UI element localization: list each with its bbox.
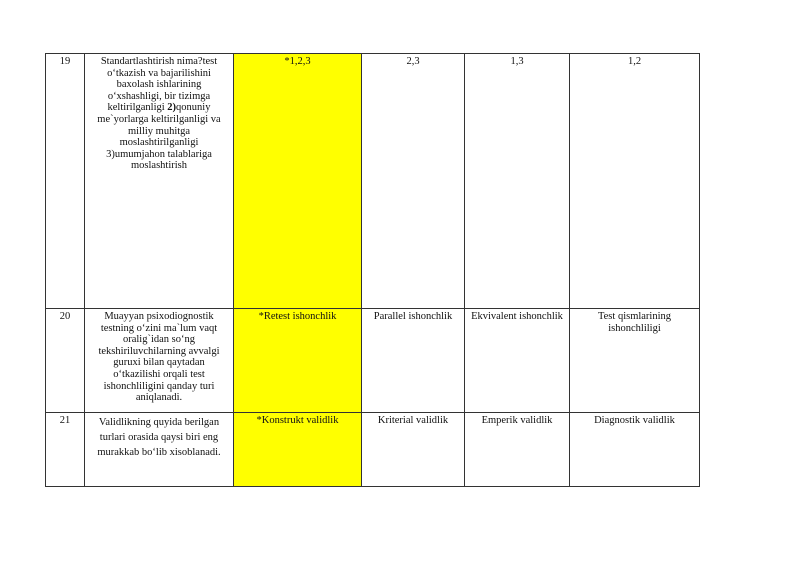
question-number: 19 bbox=[46, 54, 85, 309]
question-text: Validlikning quyida berilgan turlari orasida qaysi biri eng murakkab bo‘lib xisoblanadi. bbox=[85, 413, 234, 487]
correct-answer: *Konstrukt validlik bbox=[234, 413, 362, 487]
answer-option: 1,3 bbox=[465, 54, 570, 309]
answer-option: Test qismlarining ishonchliligi bbox=[570, 309, 700, 413]
correct-answer: *Retest ishonchlik bbox=[234, 309, 362, 413]
answer-option: Emperik validlik bbox=[465, 413, 570, 487]
table-row bbox=[46, 413, 700, 487]
question-text: Muayyan psixodiognostik testning o‘zini ma`lum vaqt oralig`idan so‘ng tekshiriluvchilarning avvalgi guruxi bilan qaytadan o‘tkazilishi orqali test ishonchliligini qanday turi aniqlanadi. bbox=[85, 309, 234, 413]
questions-table bbox=[45, 53, 700, 487]
table-row bbox=[46, 54, 700, 309]
question-number: 20 bbox=[46, 309, 85, 413]
answer-option: Ekvivalent ishonchlik bbox=[465, 309, 570, 413]
answer-option: 1,2 bbox=[570, 54, 700, 309]
question-text: Standartlashtirish nima?test o‘tkazish va bajarilishini baxolash ishlarining o‘xshashligi, bir tizimga keltirilganligi 2)qonuniy me`yorlarga keltirilganligi va milliy muhitga moslashtirilganligi 3)umumjahon talablariga moslashtirish bbox=[85, 54, 234, 309]
correct-answer: *1,2,3 bbox=[234, 54, 362, 309]
table-row bbox=[46, 309, 700, 413]
answer-option: Parallel ishonchlik bbox=[362, 309, 465, 413]
question-number: 21 bbox=[46, 413, 85, 487]
answer-option: Diagnostik validlik bbox=[570, 413, 700, 487]
answer-option: Kriterial validlik bbox=[362, 413, 465, 487]
answer-option: 2,3 bbox=[362, 54, 465, 309]
